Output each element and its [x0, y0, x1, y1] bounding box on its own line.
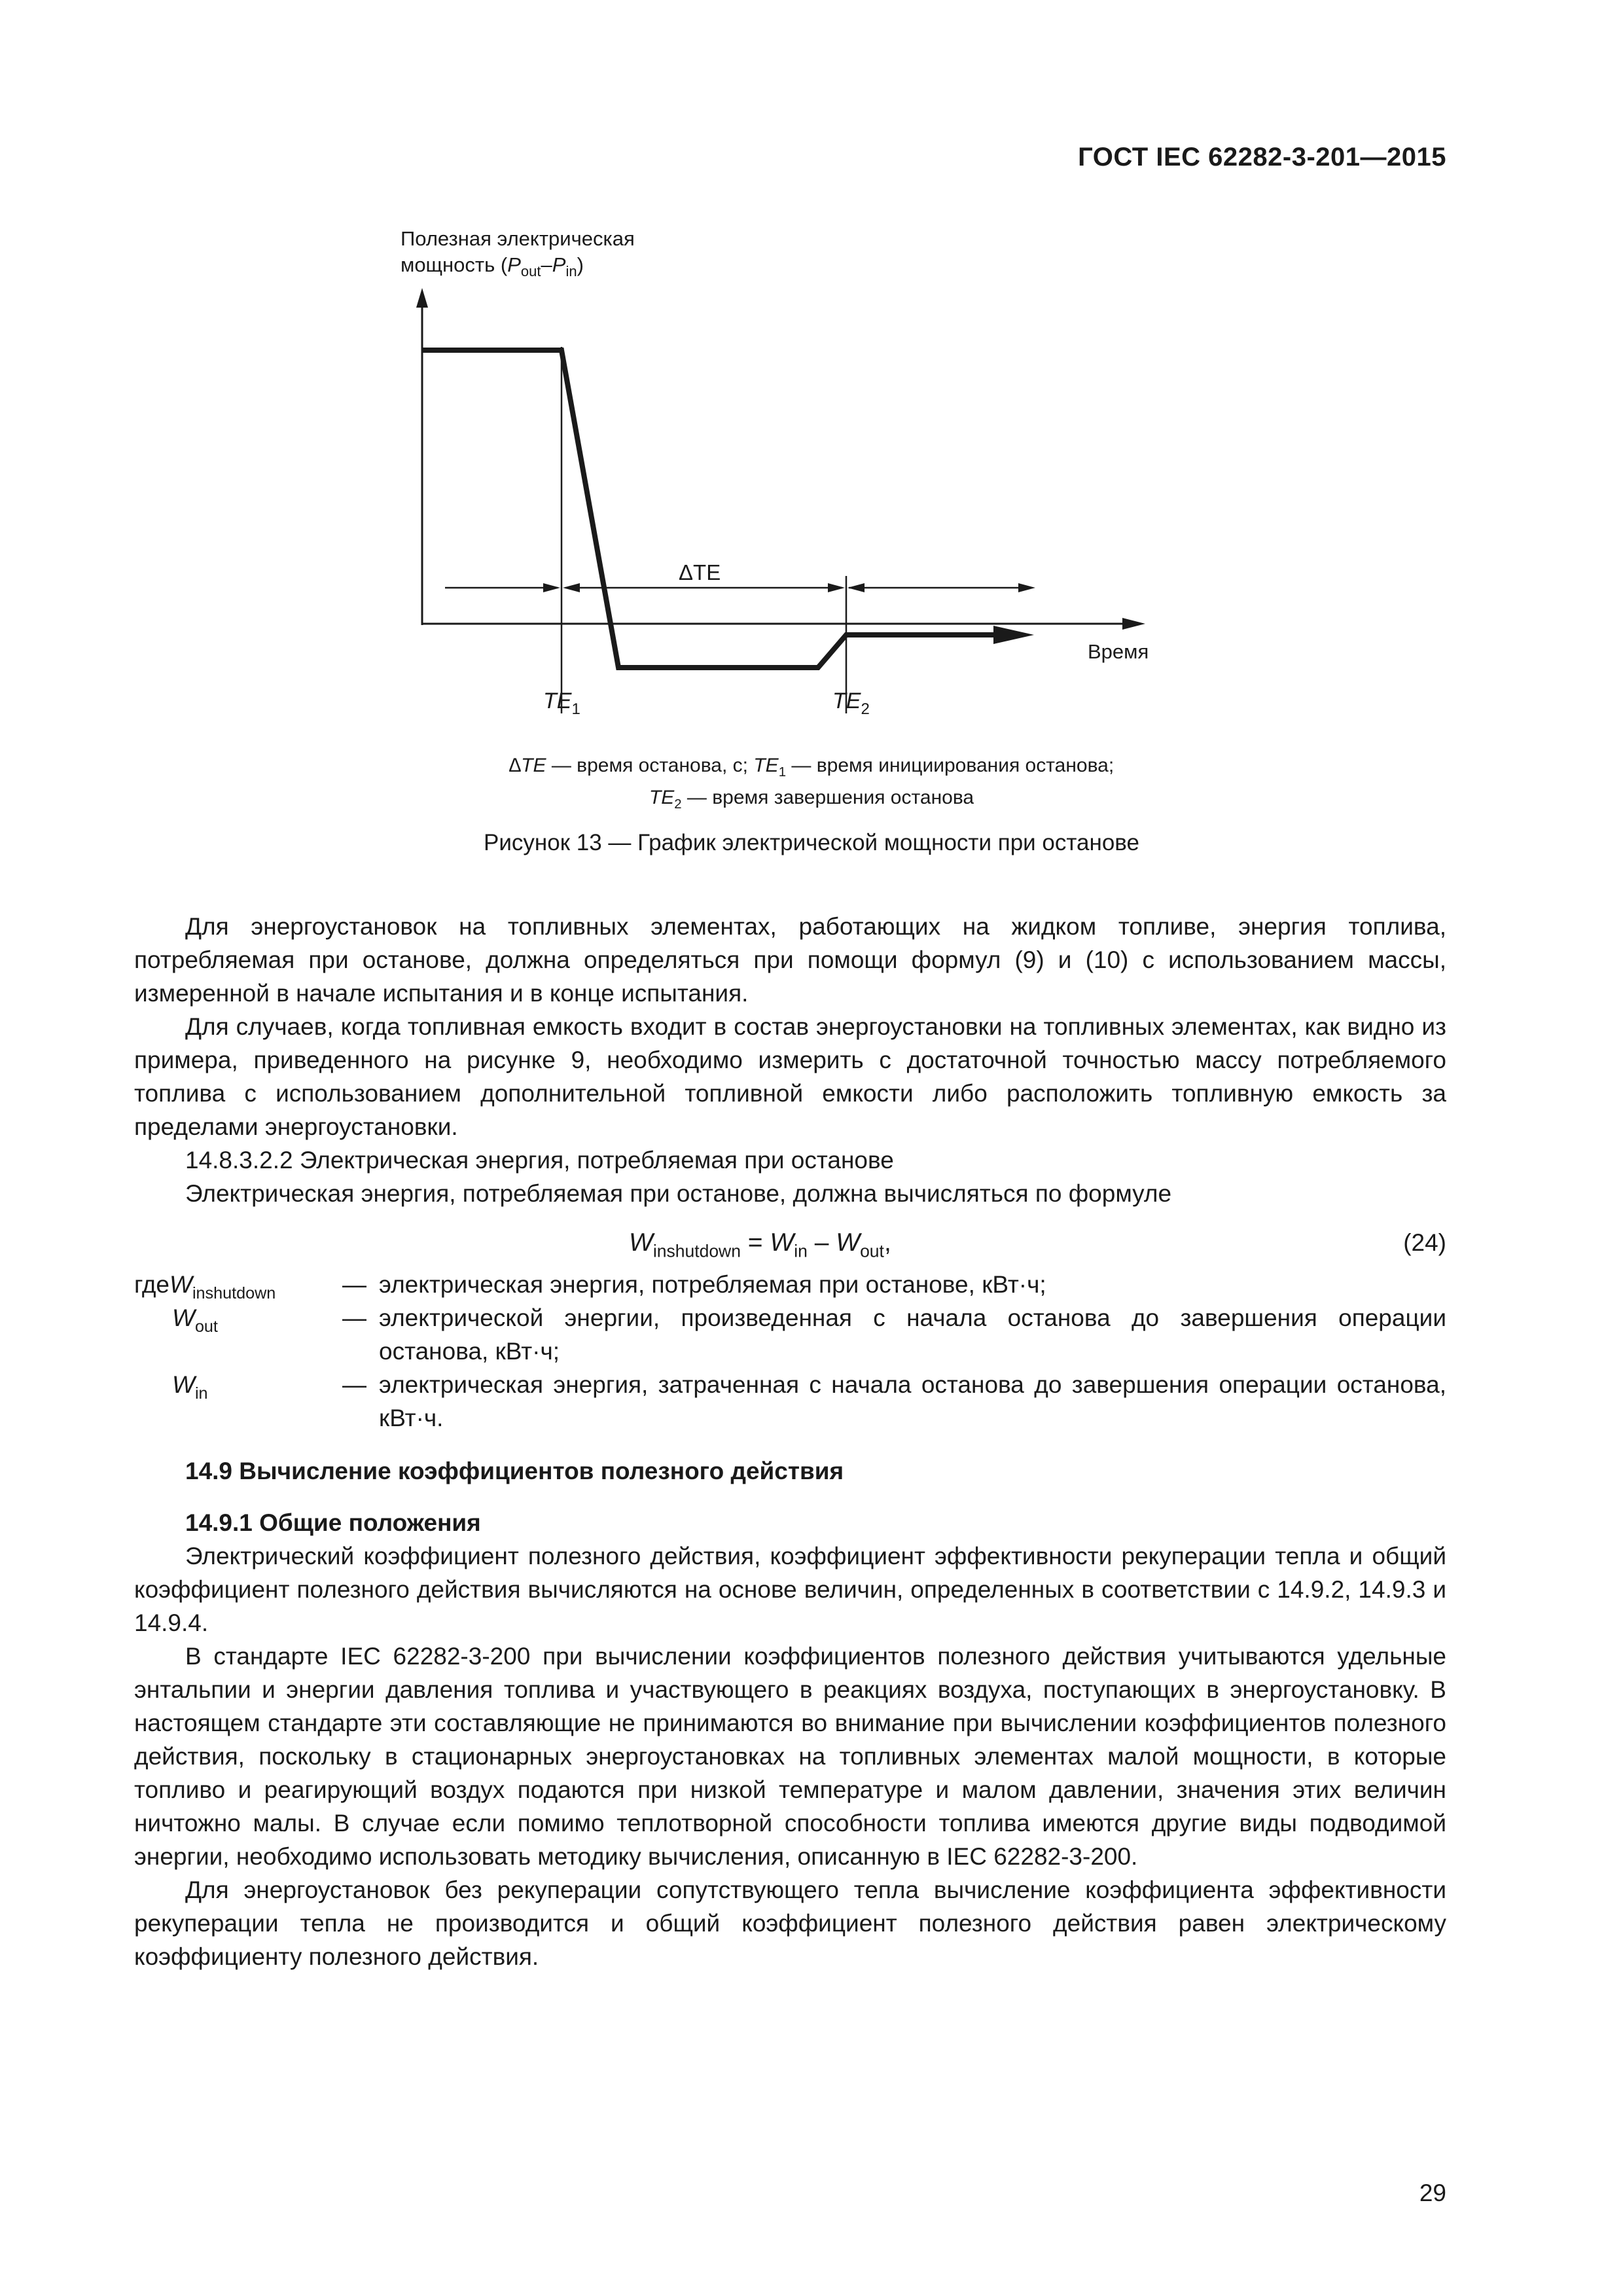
definition-dash: — [342, 1304, 366, 1331]
subsection-title: 14.8.3.2.2 Электрическая энергия, потребляемая при останове [185, 1147, 894, 1174]
power-shutdown-figure [0, 0, 1623, 916]
figure-legend-line2: $TE_2$ — время завершения останова [649, 787, 974, 812]
paragraph: Для энергоустановок без рекуперации сопутствующего тепла вычисление коэффициента эффективности рекуперации тепла не производится и общий коэффициент полезного действия равен электрическому коэффициенту полезного действия. [134, 1876, 1446, 1970]
definition-text: электрической энергии, произведенная с начала останова до завершения операции останова, кВт·ч; [379, 1304, 1446, 1365]
paragraph: Электрический коэффициент полезного действия, коэффициент эффективности рекуперации тепла и общий коэффициент полезного действия вычисляются на основе величин, определенных в соответствии с 14.9.2, 14.9.3 и 14.9.4. [134, 1543, 1446, 1636]
definition-symbol: $W_{out}$ [172, 1304, 218, 1336]
section-heading: 14.9 Вычисление коэффициентов полезного действия [185, 1458, 844, 1484]
definition-text: электрическая энергия, затраченная с начала останова до завершения операции останова, кВт·ч. [379, 1371, 1446, 1431]
y-axis-arrowhead [416, 288, 428, 308]
formula-expression: $W_{inshutdown} = W_{in} - W_{out}$, [629, 1229, 891, 1261]
definition-row [134, 1268, 1446, 1301]
definition-text: электрическая энергия, потребляемая при останове, кВт·ч; [379, 1271, 1046, 1298]
te2-label: $TE_2$ [832, 689, 870, 718]
definition-symbol: $W_{in}$ [172, 1371, 208, 1403]
document-code-header: ГОСТ IEC 62282-3-201—2015 [1078, 143, 1446, 171]
formula-24 [134, 1217, 1446, 1266]
definitions-list [134, 1268, 1446, 1435]
figure-legend-line1: ∆TE — время останова, с; $TE_1$ — время инициирования останова; [508, 755, 1115, 780]
paragraph: Для энергоустановок на топливных элементах, работающих на жидком топливе, энергия топлива, потребляемая при останове, должна определяться при помощи формул (9) и (10) с использованием массы, измеренной в начале испытания и в конце испытания. [134, 913, 1446, 1007]
delta-te-dimension [445, 583, 1035, 592]
formula-number: (24) [1403, 1229, 1446, 1256]
x-axis-label: Время [1088, 640, 1149, 663]
y-axis-label-line2: мощность $(P_{out}-P_{in})$ [401, 253, 584, 279]
figure-caption: Рисунок 13 — График электрической мощности при останове [484, 830, 1139, 855]
main-text [134, 910, 1446, 1973]
definition-row [134, 1301, 1446, 1368]
te1-label: $TE_1$ [543, 689, 580, 718]
power-curve [422, 350, 995, 668]
page-number: 29 [1419, 2179, 1446, 2206]
subsection-heading: 14.9.1 Общие положения [185, 1509, 481, 1536]
power-curve-arrowhead [993, 626, 1034, 644]
y-axis-label-line1: Полезная электрическая [401, 227, 635, 250]
x-axis-arrowhead [1122, 618, 1145, 630]
definition-dash: — [342, 1271, 366, 1298]
paragraph: Электрическая энергия, потребляемая при останове, должна вычисляться по формуле [185, 1180, 1172, 1207]
delta-te-label: ΔTE [679, 560, 721, 584]
definition-row [134, 1368, 1446, 1435]
paragraph: В стандарте IEC 62282-3-200 при вычислении коэффициентов полезного действия учитываются удельные энтальпии и энергии давления топлива и участвующего в реакциях воздуха, поступающих в энергоустановку. В настоящем стандарте эти составляющие не принимаются во внимание при вычислении коэффициентов полезного действия, поскольку в стационарных энергоустановках на топливных элементах малой мощности, в которые топливо и реагирующий воздух подаются при низкой температуре и малом давлении, значения этих величин ничтожно малы. В случае если помимо теплотворной способности топлива имеются другие виды подводимой энергии, необходимо использовать методику вычисления, описанную в IEC 62282-3-200. [134, 1643, 1446, 1870]
definition-dash: — [342, 1371, 366, 1398]
definition-symbol: гдеW$_{inshutdown}$ [134, 1271, 276, 1302]
paragraph: Для случаев, когда топливная емкость входит в состав энергоустановки на топливных элементах, как видно из примера, приведенного на рисунке 9, необходимо измерить с достаточной точностью массу потребляемого топлива с использованием дополнительной топливной емкости либо расположить топливную емкость за пределами энергоустановки. [134, 1013, 1446, 1140]
